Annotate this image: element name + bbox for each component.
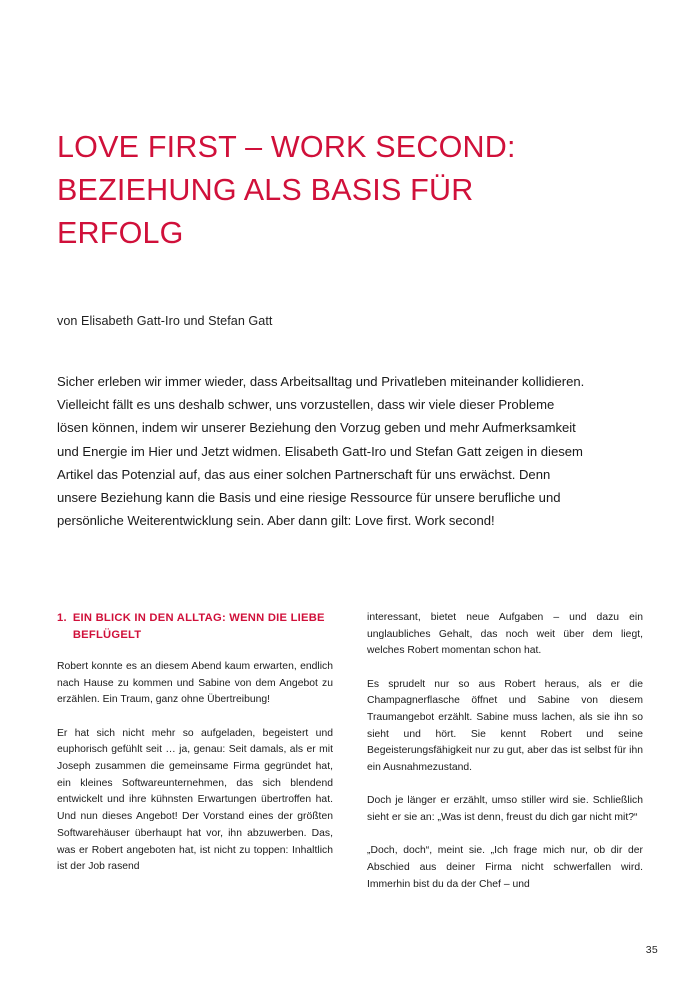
section-heading-text: EIN BLICK IN DEN ALLTAG: WENN DIE LIEBE BEFLÜGELT [72, 612, 325, 641]
page-number: 35 [645, 944, 658, 956]
paragraph: Robert konnte es an diesem Abend kaum erwarten, endlich nach Hause zu kommen und Sabine von dem Angebot zu erzählen. Ein Traum, ganz ohne Übertreibung! [57, 661, 333, 706]
paragraph: „Doch, doch“, meint sie. „Ich frage mich nur, ob dir der Abschied aus deiner Firma nicht schwerfallen wird. Immerhin bist du da der Chef – und [367, 845, 643, 890]
article-byline: von Elisabeth Gatt-Iro und Stefan Gatt [57, 314, 273, 328]
section-number: 1. [57, 612, 67, 624]
paragraph: Doch je länger er erzählt, umso stiller wird sie. Schließlich sieht er sie an: „Was ist denn, freust du dich gar nicht mit?“ [367, 795, 643, 824]
two-column-body [57, 610, 643, 940]
article-title: LOVE FIRST – WORK SECOND: BEZIEHUNG ALS BASIS FÜR ERFOLG [57, 130, 516, 251]
body-column-left [57, 610, 333, 876]
paragraph: Es sprudelt nur so aus Robert heraus, als er die Champagnerflasche öffnet und Sabine von diesem Traumangebot erzählt. Sabine muss lachen, als sie ihn so sieht und hört. Sie kennt Robert und seine Begeisterungsfähigkeit nur zu gut, aber das ist selbst für ihn ein Ausnahmezustand. [367, 678, 643, 774]
paragraph: Er hat sich nicht mehr so aufgeladen, begeistert und euphorisch gefühlt seit … ja, genau: Seit damals, als er mit Joseph zusammen die gemeinsame Firma gegründet hat, ein kleines Softwareunternehmen, das sich blendend entwickelt und ihre kühnsten Erwartungen übertroffen hat. Und nun dieses Angebot! Der Vorstand eines der größten Softwarehäuser überhaupt hat vor, ihn abzuwerben. Das, was er Robert angeboten hat, ist nicht zu toppen: Inhaltlich ist der Job rasend [57, 727, 333, 873]
section-heading [57, 610, 333, 643]
body-column-right [367, 610, 643, 893]
paragraph: interessant, bietet neue Aufgaben – und dazu ein unglaubliches Gehalt, das noch weit über dem liegt, welches Robert momentan schon hat. [367, 612, 643, 657]
article-lead-paragraph: Sicher erleben wir immer wieder, dass Arbeitsalltag und Privatleben miteinander kollidieren. Vielleicht fällt es uns deshalb schwer, uns vorzustellen, dass wir viele dieser Probleme lösen können, indem wir unserer Beziehung den Vorzug geben und mehr Aufmerksamkeit und Energie im Hier und Jetzt widmen. Elisabeth Gatt-Iro und Stefan Gatt zeigen in diesem Artikel das Potenzial auf, das aus einer solchen Partnerschaft für uns erwächst. Denn unsere Beziehung kann die Basis und eine riesige Ressource für unsere berufliche und persönliche Weiterentwicklung sein. Aber dann gilt: Love first. Work second! [57, 374, 585, 529]
